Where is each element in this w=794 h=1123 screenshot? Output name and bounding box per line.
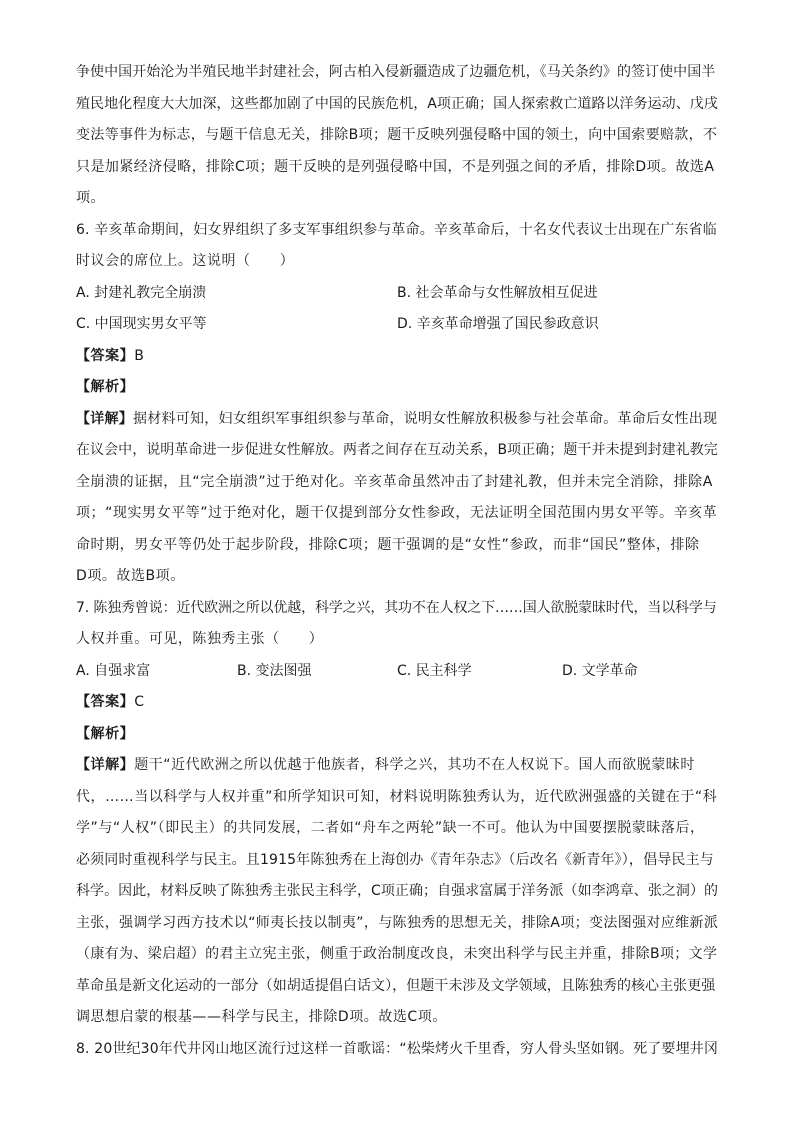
q6-stem-line: 时议会的席位上。这说明（ ） <box>76 253 295 269</box>
q7-detail-line: 学”与“人权”（即民主）的共同发展，二者如“舟车之两轮”缺一不可。他认为中国要摆脱蒙昧落后， <box>76 820 705 836</box>
q7-answer <box>76 692 145 712</box>
q6-detail-line: 全崩溃的证据，且“完全崩溃”过于绝对化。辛亥革命虽然冲击了封建礼教，但并未完全消除，排除A <box>76 474 713 490</box>
q7-detail-line: 调思想启蒙的根基——科学与民主，排除D项。故选C项。 <box>76 1009 447 1025</box>
q6-detail-line: D项。故选B项。 <box>76 568 185 584</box>
q7-analysis-heading <box>76 724 134 744</box>
detail-text: 题干“近代欧洲之所以优越于他族者，科学之兴，其功不在人权说下。国人而欲脱蒙昧时 <box>134 757 695 773</box>
q7-option-a: A. 自强求富 <box>76 663 151 679</box>
intro-line: 变法等事件为标志，与题干信息无关，排除B项；题干反映列强侵略中国的领土，向中国索要赔款，不 <box>76 127 718 143</box>
q6-detail-line: 命时期，男女平等仍处于起步阶段，排除C项；题干强调的是“女性”参政，而非“国民”整体，排除 <box>76 537 700 553</box>
q7-stem-line: 7. 陈独秀曾说：近代欧洲之所以优越，科学之兴，其功不在人权之下……国人欲脱蒙昧时代，当以科学与 <box>76 600 717 616</box>
intro-line: 只是加紧经济侵略，排除C项；题干反映的是列强侵略中国，不是列强之间的矛盾，排除D项。故选A <box>76 159 715 175</box>
answer-tag: 【答案】 <box>76 694 135 710</box>
q6-option-a: A. 封建礼教完全崩溃 <box>76 285 207 301</box>
q6-option-b: B. 社会革命与女性解放相互促进 <box>397 285 598 301</box>
q6-option-d: D. 辛亥革命增强了国民参政意识 <box>397 316 599 332</box>
q7-stem-line: 人权并重。可见，陈独秀主张（ ） <box>76 631 324 647</box>
answer-value: B <box>134 348 145 364</box>
detail-tag: 【详解】 <box>76 411 133 427</box>
detail-text: 据材料可知，妇女组织军事组织参与革命，说明女性解放积极参与社会革命。革命后女性出现 <box>133 411 718 427</box>
q6-stem-line: 6. 辛亥革命期间，妇女界组织了多支军事组织参与革命。辛亥革命后，十名女代表议士出现在广东省临 <box>76 222 717 238</box>
q6-detail-line <box>76 409 717 429</box>
q7-detail-line: 代，……当以科学与人权并重”和所学知识可知，材料说明陈独秀认为，近代欧洲强盛的关键在于“科 <box>76 789 718 805</box>
detail-tag: 【详解】 <box>76 757 135 773</box>
q7-option-c: C. 民主科学 <box>397 663 472 679</box>
answer-tag: 【答案】 <box>76 348 135 364</box>
q6-answer <box>76 346 144 366</box>
answer-value: C <box>134 694 145 710</box>
q6-detail-line: 在议会中，说明革命进一步促进女性解放。两者之间存在互动关系，B项正确；题干并未提到封建礼教完 <box>76 442 718 458</box>
intro-line: 争使中国开始沦为半殖民地半封建社会，阿古柏入侵新疆造成了边疆危机，《马关条约》的签订使中国半 <box>76 64 716 80</box>
q7-option-b: B. 变法图强 <box>237 663 312 679</box>
q6-analysis-heading <box>76 377 134 397</box>
q7-detail-line: 革命虽是新文化运动的一部分（如胡适提倡白话文），但题干未涉及文学领域，且陈独秀的核心主张更强 <box>76 978 716 994</box>
intro-line: 项。 <box>76 190 106 206</box>
q7-detail-line: 必须同时重视科学与民主。且1915年陈独秀在上海创办《青年杂志》（后改名《新青年》），倡导民主与 <box>76 852 714 868</box>
q7-detail-line: 主张，强调学习西方技术以“师夷长技以制夷”，与陈独秀的思想无关，排除A项；变法图强对应维新派 <box>76 915 719 931</box>
intro-line: 殖民地化程度大大加深，这些都加剧了中国的民族危机，A项正确；国人探索救亡道路以洋务运动、戊戌 <box>76 96 718 112</box>
analysis-tag: 【解析】 <box>76 379 135 395</box>
q7-detail-line: （康有为、梁启超）的君主立宪主张，侧重于政治制度改良，未突出科学与民主并重，排除B项；文学 <box>76 946 718 962</box>
analysis-tag: 【解析】 <box>76 726 135 742</box>
q6-detail-line: 项；“现实男女平等”过于绝对化，题干仅提到部分女性参政，无法证明全国范围内男女平等。辛亥革 <box>76 505 718 521</box>
q7-detail-line: 科学。因此，材料反映了陈独秀主张民主科学，C项正确；自强求富属于洋务派（如李鸿章、张之洞）的 <box>76 883 719 899</box>
q7-detail-line <box>76 755 695 775</box>
q7-option-d: D. 文学革命 <box>562 663 638 679</box>
q6-option-c: C. 中国现实男女平等 <box>76 316 207 332</box>
q8-stem-line: 8. 20世纪30年代井冈山地区流行过这样一首歌谣：“松柴烤火千里香，穷人骨头坚如钢。死了要埋井冈 <box>76 1041 719 1057</box>
